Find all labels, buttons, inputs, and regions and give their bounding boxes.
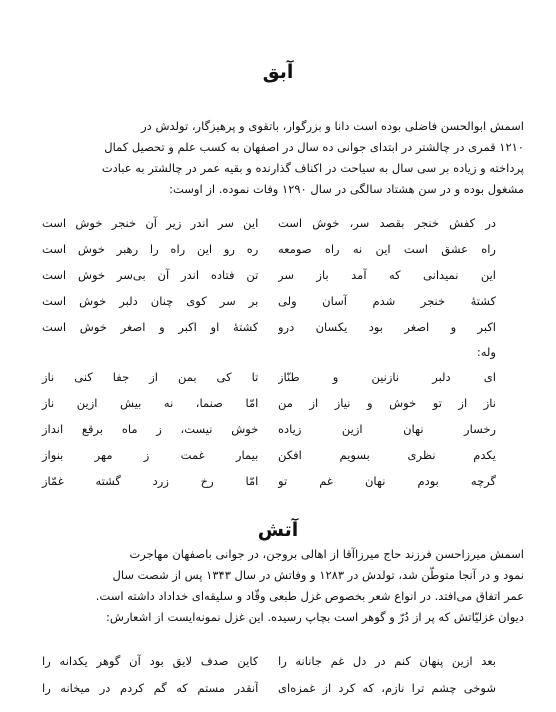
biography-paragraph-abaq <box>32 116 524 200</box>
poem-sublabel: وله: <box>476 345 496 359</box>
verse-row <box>32 210 524 236</box>
verse-row <box>32 648 524 675</box>
verse-row <box>32 468 524 494</box>
verse-hemistich-second: امّا صنما، نه بیش ازین ناز <box>42 396 259 410</box>
verse-hemistich-second: تا کی بمن از جفا کنی ناز <box>42 370 259 384</box>
verse-row <box>32 288 524 314</box>
verse-row <box>32 262 524 288</box>
verse-hemistich-first: ای دلبر نازنین و طنّاز <box>278 370 496 384</box>
verse-row <box>32 236 524 262</box>
paragraph-line: دیوان غزلیّاتش که پر از دُرّ و گوهر است بچاپ رسیده. این غزل نمونه‌ایست از اشعارش: <box>106 610 524 624</box>
paragraph-line: نمود و در آنجا متوطّن شد، تولدش در ۱۲۸۳ و وفاتش در سال ۱۳۴۳ پس از شصت سال <box>112 568 524 582</box>
verse-hemistich-second: آنقدر مستم که گم کردم در میخانه را <box>42 681 259 695</box>
verse-hemistich-second: کشتهٔ او اکبر و اصغر خوش است <box>42 320 259 334</box>
verse-hemistich-second: بیمار غمت ز مهر بنواز <box>42 448 259 462</box>
verse-hemistich-second: ره رو این راه را رهبر خوش است <box>42 242 259 256</box>
paragraph-line: ۱۲۱۰ قمری در چالشتر در ابتدای جوانی ده سال در اصفهان به کسب علم و تحصیل کمال <box>104 140 524 154</box>
document-page <box>32 0 524 712</box>
paragraph-line: اسمش ابوالحسن فاضلی بوده است دانا و بزرگوار، باتقوی و پرهیزگار، تولدش در <box>141 119 524 133</box>
paragraph-line: مشغول بوده و در سن هشتاد سالگی در سال ۱۲۹۰ وفات نموده. از اوست: <box>169 182 524 196</box>
biography-paragraph-atash <box>32 544 524 628</box>
verse-hemistich-second: بر سر کوی چنان دلبر خوش است <box>42 294 259 308</box>
verse-hemistich-first: شوخی چشم ترا نازم، که کرد از غمزه‌ای <box>278 681 496 695</box>
verse-hemistich-first: راه عشق است این نه راه صومعه <box>278 242 496 256</box>
verse-hemistich-second: تن فتاده اندر آن بی‌سر خوش است <box>42 268 259 282</box>
poem-abaq-2 <box>32 364 524 494</box>
verse-row <box>32 364 524 390</box>
verse-hemistich-second: خوش نیست، ز ماه برقع انداز <box>42 422 259 436</box>
section-title-atash: آتش <box>257 519 299 541</box>
paragraph-line: پرداخته و زیاده بر سی سال به سیاحت در اکناف گذارنده و بقیه عمر در چالشتر به عبادت <box>101 161 524 175</box>
verse-hemistich-first: اکبر و اصغر بود یکسان درو <box>278 320 496 334</box>
verse-hemistich-second: امّا رخ زرد گشته غمّاز <box>42 474 259 488</box>
verse-row <box>32 675 524 702</box>
poem-atash <box>32 648 524 702</box>
verse-hemistich-second: کاین صدف لایق بود آن گوهر یکدانه را <box>42 654 259 668</box>
verse-hemistich-first: رخسار نهان ازین زیاده <box>278 422 496 436</box>
verse-row <box>32 442 524 468</box>
verse-row <box>32 314 524 340</box>
verse-hemistich-first: گرچه بودم نهان غم تو <box>278 474 496 488</box>
verse-hemistich-first: ناز از تو خوش و نیاز از من <box>278 396 496 410</box>
verse-hemistich-first: این نمیدانی که آمد باز سر <box>278 268 496 282</box>
verse-hemistich-second: این سر اندر زیر آن خنجر خوش است <box>42 216 259 230</box>
verse-hemistich-first: کشتهٔ خنجر شدم آسان ولی <box>278 294 496 308</box>
verse-hemistich-first: یکدم نظری بسویم افکن <box>278 448 496 462</box>
paragraph-line: عمر اتفاق می‌افتد. در انواع شعر بخصوص غزل طبعی وقّاد و سلیقه‌ای خداداد داشته است. <box>95 589 524 603</box>
poem-abaq-1 <box>32 210 524 340</box>
paragraph-line: اسمش میرزاحسن فرزند حاج میرزاآقا از اهالی بروجن، در جوانی باصفهان مهاجرت <box>129 547 524 561</box>
verse-hemistich-first: در کفش خنجر بقصد سر، خوش است <box>278 216 496 230</box>
verse-row <box>32 416 524 442</box>
section-title-abaq: آبق <box>262 61 294 83</box>
verse-hemistich-first: بعد ازین پنهان کنم در دل غم جانانه را <box>278 654 496 668</box>
verse-row <box>32 390 524 416</box>
